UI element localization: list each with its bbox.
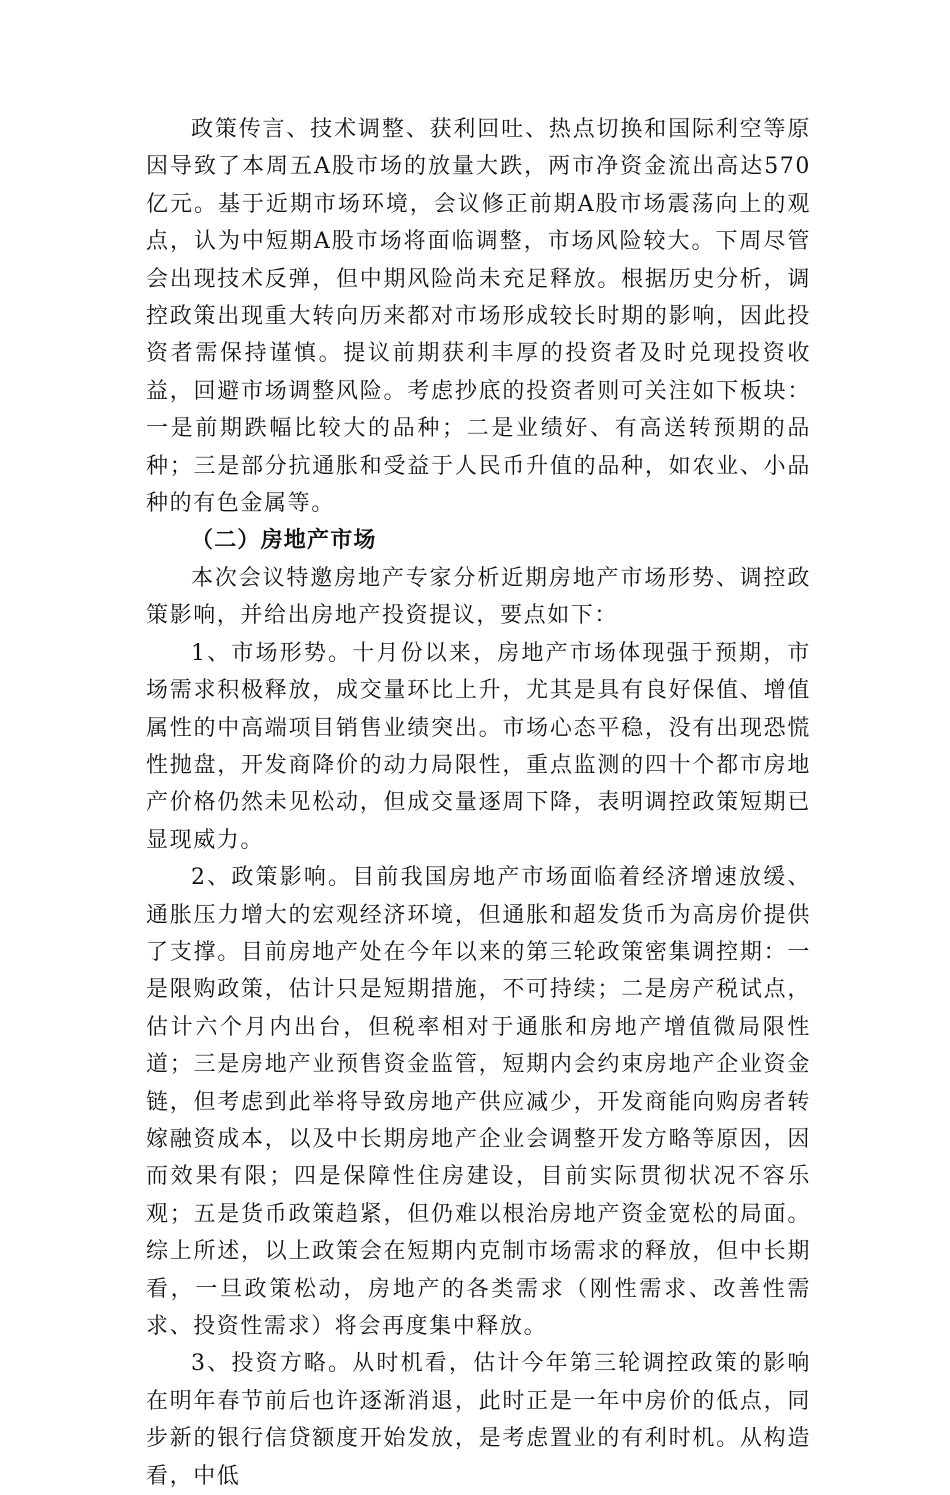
document-body (146, 111, 811, 1495)
real-estate-intro-paragraph: 本次会议特邀房地产专家分析近期房地产市场形势、调控政策影响，并给出房地产投资提议，要点如下： (146, 565, 811, 629)
point-investment-strategy: 3、投资方略。从时机看，估计今年第三轮调控政策的影响在明年春节前后也许逐渐消退，此时正是一年中房价的低点，同步新的银行信贷额度开始发放，是考虑置业的有利时机。从构造看，中低 (146, 1351, 811, 1489)
stock-market-paragraph: 政策传言、技术调整、获利回吐、热点切换和国际利空等原因导致了本周五A股市场的放量大跌，两市净资金流出高达570亿元。基于近期市场环境，会议修正前期A股市场震荡向上的观点，认为中短期A股市场将面临调整，市场风险较大。下周尽管会出现技术反弹，但中期风险尚未充足释放。根据历史分析，调控政策出现重大转向历来都对市场形成较长时期的影响，因此投资者需保持谨慎。提议前期获利丰厚的投资者及时兑现投资收益，回避市场调整风险。考虑抄底的投资者则可关注如下板块：一是前期跌幅比较大的品种；二是业绩好、有高送转预期的品种；三是部分抗通胀和受益于人民币升值的品种，如农业、小品种的有色金属等。 (146, 117, 811, 517)
point-market-situation: 1、市场形势。十月份以来，房地产市场体现强于预期，市场需求积极释放，成交量环比上升，尤其是具有良好保值、增值属性的中高端项目销售业绩突出。市场心态平稳，没有出现恐慌性抛盘，开发商降价的动力局限性，重点监测的四十个都市房地产价格仍然未见松动，但成交量逐周下降，表明调控政策短期已显现威力。 (146, 640, 811, 853)
section-heading-real-estate: （二）房地产市场 (191, 528, 377, 554)
point-policy-impact: 2、政策影响。目前我国房地产市场面临着经济增速放缓、通胀压力增大的宏观经济环境，但通胀和超发货币为高房价提供了支撑。目前房地产处在今年以来的第三轮政策密集调控期：一是限购政策，估计只是短期措施，不可持续；二是房产税试点，估计六个月内出台，但税率相对于通胀和房地产增值微局限性道；三是房地产业预售资金监管，短期内会约束房地产企业资金链，但考虑到此举将导致房地产供应减少，开发商能向购房者转嫁融资成本，以及中长期房地产企业会调整开发方略等原因，因而效果有限；四是保障性住房建设，目前实际贯彻状况不容乐观；五是货币政策趋紧，但仍难以根治房地产资金宽松的局面。综上所述，以上政策会在短期内克制市场需求的释放，但中长期看，一旦政策松动，房地产的各类需求（刚性需求、改善性需求、投资性需求）将会再度集中释放。 (146, 865, 811, 1339)
